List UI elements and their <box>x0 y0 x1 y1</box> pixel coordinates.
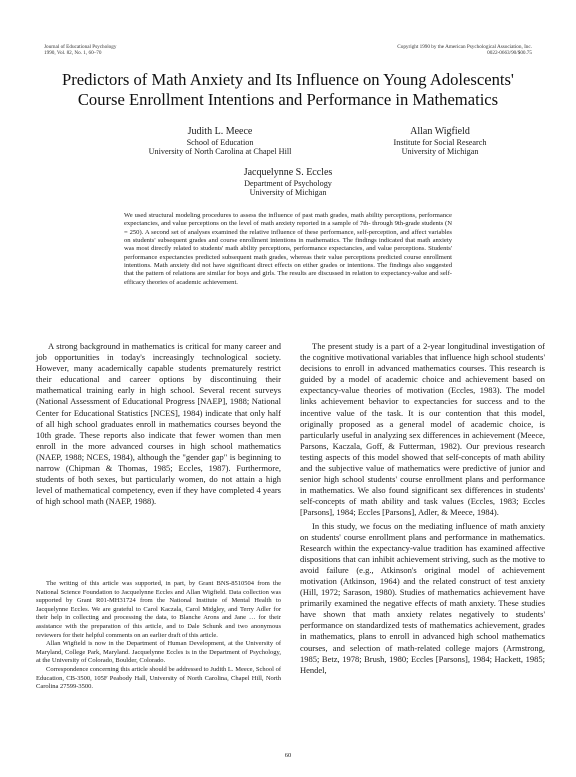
article-title <box>30 70 546 109</box>
author-institution: University of Michigan <box>249 188 327 198</box>
copyright-line: Copyright 1990 by the American Psychological Association, Inc. <box>397 44 532 50</box>
copyright-header <box>397 44 532 56</box>
journal-header <box>44 44 116 56</box>
body-column-left <box>36 341 281 507</box>
author-institution: University of North Carolina at Chapel Hill <box>148 147 292 157</box>
author-name: Judith L. Meece <box>187 126 253 137</box>
page-number: 60 <box>284 752 292 759</box>
author-name: Jacquelynne S. Eccles <box>243 167 333 178</box>
footnotes <box>36 580 281 692</box>
body-paragraph: The present study is a part of a 2-year longitudinal investigation of the cognitive motivational variables that influence high school students' decisions to enroll in advanced mathematics courses. This research is guided by a model of academic choice and achievement based on expectancy-value theories of motivation (Eccles, 1983). The model links achievement behavior to expectancies for success and to the incentive value of the task. It is our contention that this model, originally proposed as a general model of academic choice, is particularly useful in analyzing sex differences in achievement (Meece, Parsons, Kaczala, Goff, & Futterman, 1982). Our previous research testing aspects of this model showed that self-concepts of math ability and the subjective value of mathematics were predictive of junior and senior high school students' course enrollment plans and performance in mathematics. We also found significant sex differences in students' self-concepts of math ability and task values (Eccles, 1983; Eccles [Parsons], 1984; Eccles [Parsons], Adler, & Meece, 1984). <box>300 341 545 518</box>
journal-name: Journal of Educational Psychology <box>44 44 117 50</box>
author-institution: University of Michigan <box>401 147 479 157</box>
author-affiliation: Institute for Social Research <box>393 138 487 147</box>
body-paragraph: In this study, we focus on the mediating influence of math anxiety on students' course enrollment plans and performance in mathematics. Research within the expectancy-value tradition has examined affective dispositions that can inhibit achievement striving, such as the motive to avoid failure (e.g., Atkinson's original model of achievement motivation (Atkinson, 1964) and the related construct of test anxiety (Hill, 1972; Sarason, 1980). Studies of mathematics achievement have primarily examined the negative effects of math anxiety. These studies have shown that math anxiety relates negatively to students' performance on standardized tests of mathematics achievement, grades in mathematics, plans to enroll in advanced high school mathematics courses, and selection of math-related college majors (Armstrong, 1985; Betz, 1978; Brush, 1980; Eccles [Parsons], 1984; Hackett, 1985; Hendel, <box>300 520 545 675</box>
abstract: We used structural modeling procedures to assess the influence of past math grades, math ability perceptions, performance expectancies, and value perceptions on the level of math anxiety reported in a sample of 7th- through 9th-grade students (N = 250). A second set of analyses examined the relative influence of these performance, self-perception, and affect variables on students' subsequent grades and course enrollment intentions in mathematics. The findings indicated that math anxiety was most directly related to students' math ability perceptions, performance expectancies, and value perceptions. Students' performance expectancies predicted subsequent math grades, whereas their value perceptions predicted course enrollment intentions. Math anxiety did not have significant direct effects on either grades or intentions. The findings also suggested that the pattern of relations are similar for boys and girls. The results are discussed in relation to expectancy-value and self-efficacy theories of academic achievement. <box>124 212 452 286</box>
issn-line: 0022-0663/90/$00.75 <box>487 50 532 56</box>
author-name: Allan Wigfield <box>410 126 470 137</box>
body-column-right <box>300 341 545 676</box>
body-paragraph: A strong background in mathematics is critical for many career and job opportunities in today's increasingly technological society. However, many academically capable students prematurely restrict their educational and career options by discontinuing their mathematical training early in high school. Several recent surveys (National Assessment of Educational Progress [NAEP], 1988; National Center for Educational Statistics [NCES], 1984) indicate that only half of all high school graduates enroll in mathematics courses beyond the 10th grade. These reports also indicate that fewer women than men enroll in the more advanced courses in high school mathematics (NAEP, 1988; NCES, 1984), although the "gender gap" is beginning to narrow (Chipman & Thomas, 1985; Eccles, 1987). Furthermore, students of both sexes, but particularly women, do not attain a high level of mathematical competency, even if they have completed 4 years of high school math (NAEP, 1988). <box>36 341 281 507</box>
author-affiliation: School of Education <box>186 138 254 147</box>
footnote-correspondence: Correspondence concerning this article should be addressed to Judith L. Meece, School of Education, CB-3500, 105F Peabody Hall, University of North Carolina, Chapel Hill, North Carolina 27599-3500. <box>36 665 281 691</box>
author-block-wigfield <box>345 126 535 157</box>
journal-volume: 1990, Vol. 82, No. 1, 60–70 <box>44 50 102 56</box>
author-affiliation: Department of Psychology <box>244 179 332 188</box>
footnote-affiliation: Allan Wigfield is now in the Department of Human Development, at the University of Maryland, College Park, Maryland. Jacquelynne Eccles is in the Department of Psychology, at the University of Colorado, Boulder, Colorado. <box>36 640 281 665</box>
footnote-funding: The writing of this article was supported, in part, by Grant BNS-8510504 from the National Science Foundation to Jacquelynne Eccles and Allan Wigfield. Data collection was supported by Grant R01-MH31724 from the National Institute of Mental Health to Jacquelynne Eccles. We are grateful to Carol Kaczala, Carol Midgley, and Terry Adler for their help in collecting and processing the data, to Blanche Arons and Jane … for their assistance with the preparation of this article, and to Dale Schunk and two anonymous reviewers for their helpful comments on an earlier draft of this article. <box>36 580 281 639</box>
title-line-2: Course Enrollment Intentions and Performance in Mathematics <box>77 89 499 109</box>
title-line-1: Predictors of Math Anxiety and Its Influence on Young Adolescents' <box>62 70 514 89</box>
author-block-meece <box>120 126 320 157</box>
author-block-eccles <box>188 167 388 198</box>
